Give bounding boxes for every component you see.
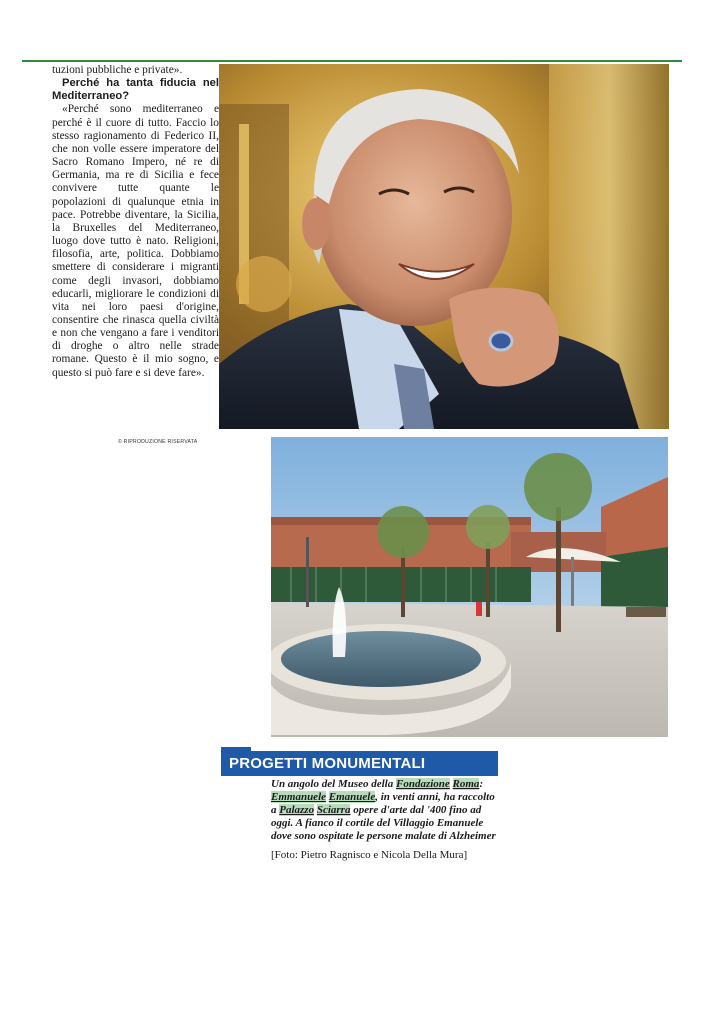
caption-highlight: Fondazione bbox=[395, 778, 450, 790]
courtyard-photo bbox=[271, 437, 668, 737]
caption-banner: PROGETTI MONUMENTALI bbox=[221, 751, 498, 776]
photo-caption bbox=[271, 778, 501, 843]
caption-highlight: Palazzo bbox=[279, 803, 315, 816]
caption-part: , in venti anni, ha raccolto a bbox=[271, 790, 495, 816]
caption-highlight: Roma bbox=[452, 778, 480, 790]
interview-answer: «Perché sono mediterraneo e perché è il cuore di tutto. Faccio lo stesso ragionamento di Federico II, che non volle essere imperatore del Sacro Romano Impero, né re di Germania, ma re di Sicilia e fece convivere tutte quante le popolazioni di qualunque etnia in pace. Potrebbe diventare, la Sicilia, la Bruxelles del Mediterraneo, luogo dove tutto è nato. Religioni, filosofia, arte, politica. Dobbiamo smettere di considerare i migranti come degli invasori, dobbiamo educarli, migliorare le condizioni di vita nei loro paesi d'origine, consentire che rinasca quella civiltà e non che vengano a fare i venditori di droghe o altro nelle strade romane. Questo è il mio sogno, e questo si può fare e si deve fare». bbox=[52, 103, 219, 379]
courtyard-illustration bbox=[271, 437, 668, 737]
portrait-photo bbox=[219, 64, 669, 429]
caption-highlight: Sciarra bbox=[316, 803, 351, 816]
interview-question: Perché ha tanta fiducia nel Mediterraneo? bbox=[52, 77, 219, 103]
caption-part: opere d'arte dal '400 fino ad oggi. A fianco il cortile del Villaggio Emanuele dove sono ospitate le persone malate di Alzheimer bbox=[271, 803, 496, 842]
caption-part: : bbox=[479, 778, 484, 790]
caption-part: Un angolo del Museo della bbox=[271, 778, 396, 790]
caption-highlight: Emanuele bbox=[328, 790, 376, 803]
article-column bbox=[52, 64, 219, 380]
article-continued-line: tuzioni pubbliche e private». bbox=[52, 64, 183, 76]
copyright-notice: © RIPRODUZIONE RISERVATA bbox=[118, 439, 198, 445]
caption-highlight: Emmanuele bbox=[271, 790, 327, 803]
portrait-illustration bbox=[219, 64, 669, 429]
top-green-rule bbox=[22, 60, 682, 62]
photo-credit: [Foto: Pietro Ragnisco e Nicola Della Mura] bbox=[271, 849, 468, 861]
